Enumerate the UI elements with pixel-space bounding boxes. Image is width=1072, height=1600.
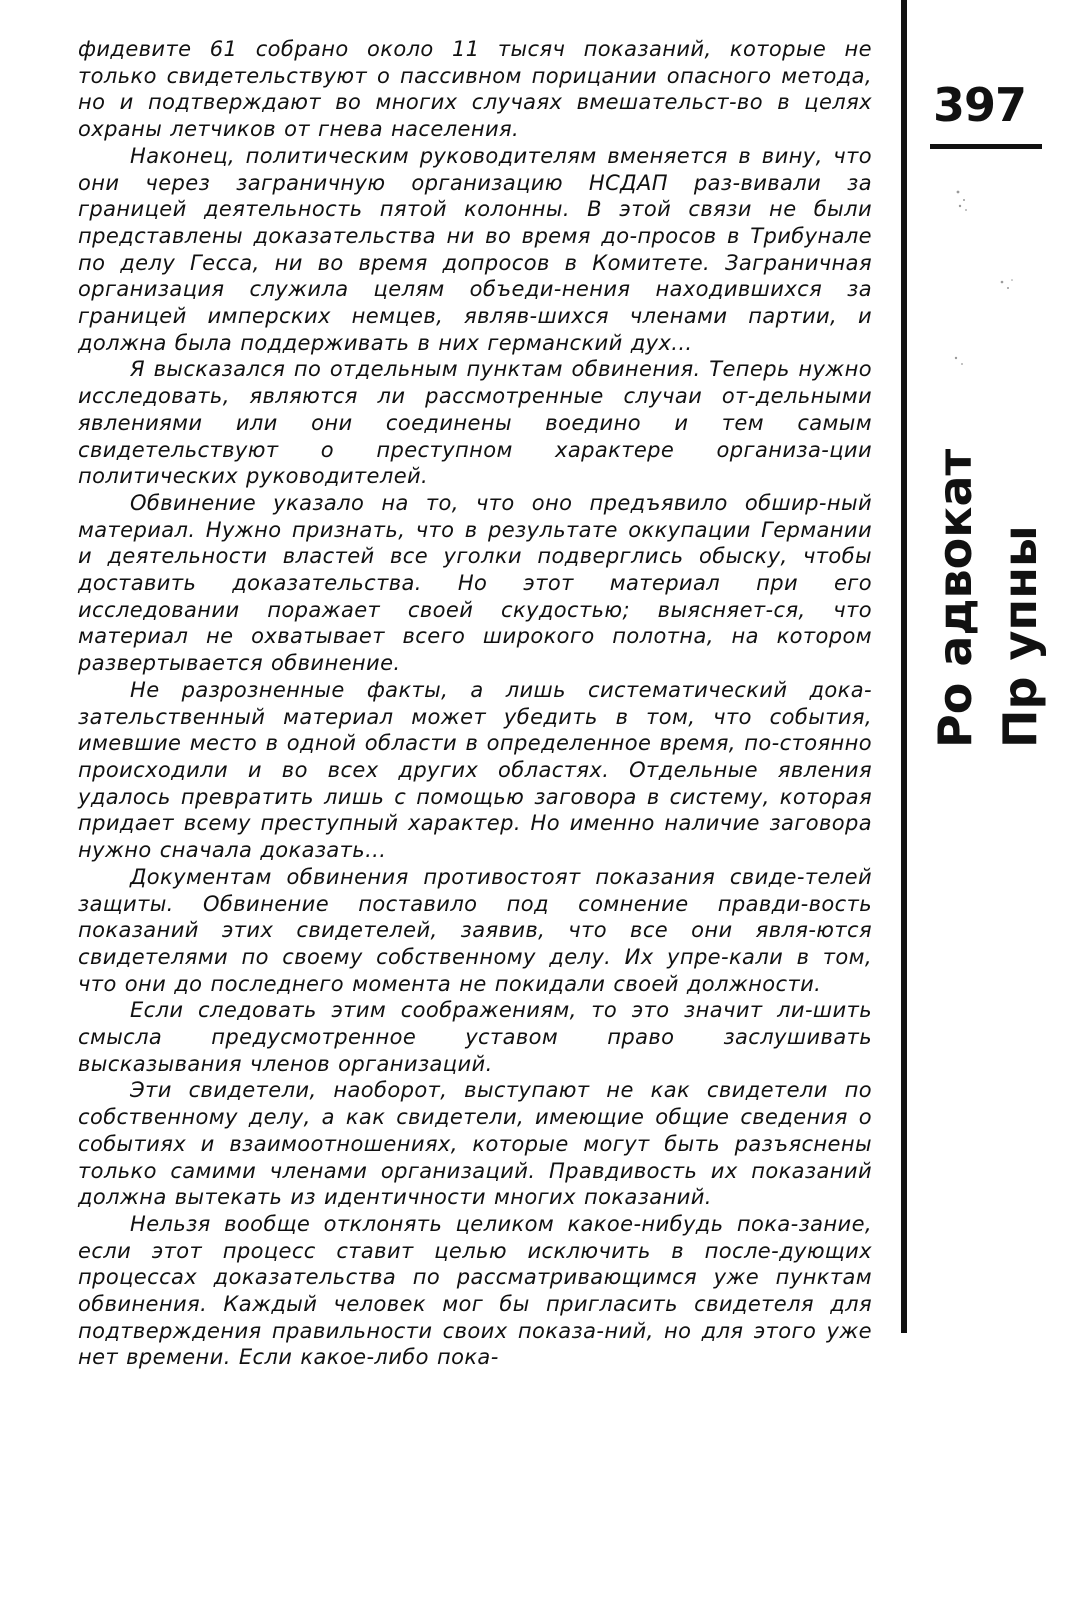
page-number: 397 <box>933 78 1027 132</box>
page-number-underline <box>930 144 1042 149</box>
body-text <box>78 36 872 1371</box>
paragraph: Нельзя вообще отклонять целиком какое-нибудь пока-зание, если этот процесс ставит целью исключить в после-дующих процессах доказательства по рассматривающимся уже пунктам обвинения. Каждый человек мог бы пригласить свидетеля для подтверждения правильности своих показа-ний, но для этого уже нет времени. Если какое-либо пока- <box>78 1211 872 1370</box>
scan-specks <box>940 170 1050 410</box>
paragraph: Обвинение указало на то, что оно предъявило обшир-ный материал. Нужно признать, что в результате оккупации Германии и деятельности властей все уголки подверглись обыску, чтобы доставить доказательства. Но этот материал при его исследовании поражает своей скудостью; выясняет-ся, что материал не охватывает всего широкого полотна, на котором развертывается обвинение. <box>78 490 872 676</box>
paragraph: Я высказался по отдельным пунктам обвинения. Теперь нужно исследовать, являются ли рассмотренные случаи от-дельными явлениями или они соединены воедино и тем самым свидетельствуют о преступном характере организа-ции политических руководителей. <box>78 357 872 489</box>
paragraph: Наконец, политическим руководителям вменяется в вину, что они через заграничную организацию НСДАП раз-вивали за границей деятельность пятой колонны. В этой связи не были представлены доказательства ни во время до-просов в Трибунале по делу Гесса, ни во время допросов в Комитете. Заграничная организация служила целям объеди-нения находившихся за границей имперских немцев, являв-шихся членами партии, и должна была поддерживать в них германский дух... <box>78 143 872 355</box>
running-head-line-2: Пр упны <box>993 525 1047 748</box>
paragraph: Если следовать этим соображениям, то это значит ли-шить смысла предусмотренное уставом право заслушивать высказывания членов организаций. <box>78 998 872 1076</box>
paragraph: фидевите 61 собрано около 11 тысяч показаний, которые не только свидетельствуют о пассивном порицании опасного метода, но и подтверждают во многих случаях вмешательст-во в целях охраны летчиков от гнева населения. <box>78 37 872 142</box>
paragraph: Документам обвинения противостоят показания свиде-телей защиты. Обвинение поставило под сомнение правди-вость показаний этих свидетелей, заявив, что все они явля-ются свидетелями по своему собственному делу. Их упре-кали в том, что они до последнего момента не покидали своей должности. <box>78 864 872 996</box>
running-head-line-1: Ро адвокат <box>928 448 982 748</box>
paragraph: Не разрозненные факты, а лишь систематический дока-зательственный материал может убедить в том, что события, имевшие место в одной области в определенное время, по-стоянно происходили и во всех других областях. Отдельные явления удалось превратить лишь с помощью заговора в систему, которая придает всему преступный характер. Но именно наличие заговора нужно сначала доказать... <box>78 677 872 863</box>
paragraph: Эти свидетели, наоборот, выступают не как свидетели по собственному делу, а как свидетели, имеющие общие сведения о событиях и взаимоотношениях, которые могут быть разъяснены только самими членами организаций. Правдивость их показаний должна вытекать из идентичности многих показаний. <box>78 1078 872 1210</box>
margin-rule <box>901 0 907 1333</box>
